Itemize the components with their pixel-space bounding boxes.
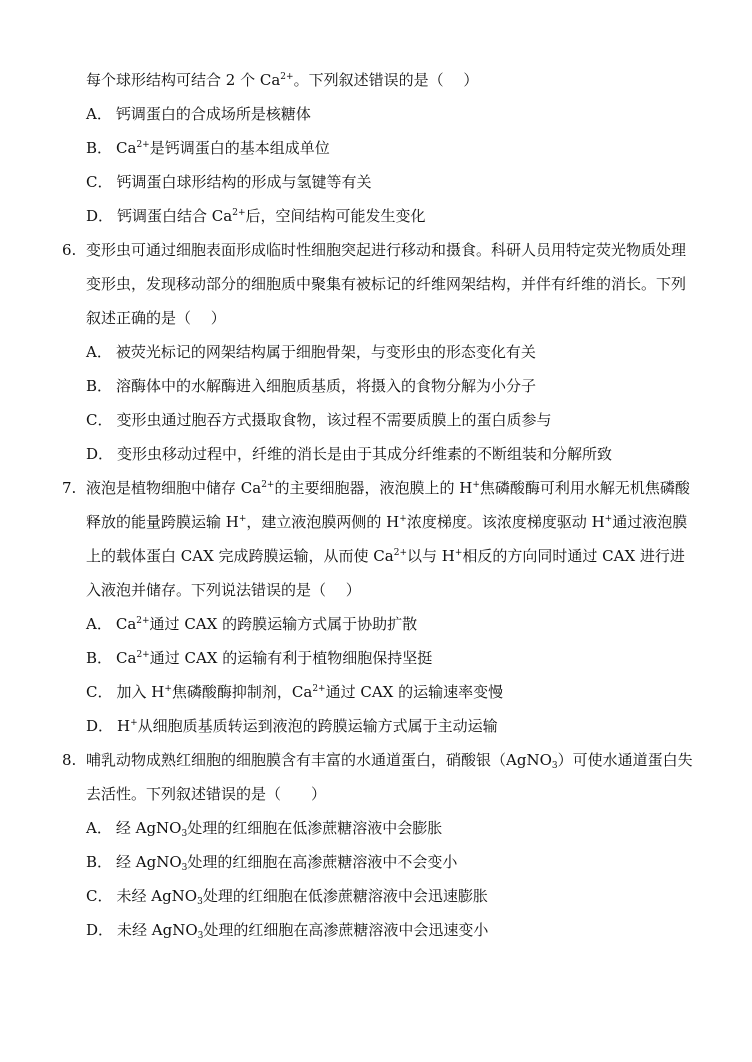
q8-number: 8. (62, 751, 77, 769)
q8-option-a[interactable]: A． 经 AgNO$_3$处理的红细胞在低渗蔗糖溶液中会膨胀 (86, 819, 443, 839)
q8-stem-line-1: 8. 哺乳动物成熟红细胞的细胞膜含有丰富的水通道蛋白，硝酸银（AgNO$_3$）可使水通道蛋白失 (0, 743, 752, 777)
q7-stem-line-3: 上的载体蛋白 CAX 完成跨膜运输，从而使 $Ca^{2+}$以与 H+相反的方向同时通过 CAX 进行进 (86, 547, 685, 565)
q7-option-d[interactable]: D． H+从细胞质基质转运到液泡的跨膜运输方式属于主动运输 (86, 717, 498, 735)
q7-option-b[interactable]: B． $Ca^{2+}$通过 CAX 的运输有利于植物细胞保持坚挺 (86, 649, 433, 667)
q6-stem-line-3: 叙述正确的是（ ） (86, 309, 226, 327)
q5-option-c[interactable]: C． 钙调蛋白球形结构的形成与氢键等有关 (86, 173, 372, 191)
q7-stem-line-1: 7. 液泡是植物细胞中储存 $Ca^{2+}$的主要细胞器，液泡膜上的 H+焦磷酸酶可利用水解无机焦磷酸 (0, 471, 752, 505)
q6-option-c[interactable]: C． 变形虫通过胞吞方式摄取食物，该过程不需要质膜上的蛋白质参与 (86, 411, 552, 429)
q8-stem-line-2: 去活性。下列叙述错误的是（ ） (86, 785, 327, 803)
q8-option-d[interactable]: D． 未经 AgNO$_3$处理的红细胞在高渗蔗糖溶液中会迅速变小 (86, 921, 489, 941)
q8-option-c[interactable]: C． 未经 AgNO$_3$处理的红细胞在低渗蔗糖溶液中会迅速膨胀 (86, 887, 488, 907)
q5-option-b[interactable]: B． $Ca^{2+}$是钙调蛋白的基本组成单位 (86, 139, 330, 157)
q6-option-a[interactable]: A． 被荧光标记的网架结构属于细胞骨架，与变形虫的形态变化有关 (86, 343, 536, 361)
q6-option-d[interactable]: D． 变形虫移动过程中，纤维的消长是由于其成分纤维素的不断组装和分解所致 (86, 445, 613, 463)
q6-option-b[interactable]: B． 溶酶体中的水解酶进入细胞质基质，将摄入的食物分解为小分子 (86, 377, 537, 395)
q8-option-b[interactable]: B． 经 AgNO$_3$处理的红细胞在高渗蔗糖溶液中不会变小 (86, 853, 458, 873)
q7-option-a[interactable]: A． $Ca^{2+}$通过 CAX 的跨膜运输方式属于协助扩散 (86, 615, 418, 633)
q6-number: 6. (62, 241, 77, 259)
q7-stem-line-2: 释放的能量跨膜运输 H+，建立液泡膜两侧的 H+浓度梯度。该浓度梯度驱动 H+通过液泡膜 (86, 513, 688, 531)
q7-stem-line-4: 入液泡并储存。下列说法错误的是（ ） (86, 581, 361, 599)
q5-option-d[interactable]: D． 钙调蛋白结合 $Ca^{2+}$后，空间结构可能发生变化 (86, 207, 426, 225)
q6-stem-line-1: 6. 变形虫可通过细胞表面形成临时性细胞突起进行移动和摄食。科研人员用特定荧光物质处理 (0, 233, 752, 267)
q6-stem-line-2: 变形虫，发现移动部分的细胞质中聚集有被标记的纤维网架结构，并伴有纤维的消长。下列 (86, 275, 687, 293)
q7-option-c[interactable]: C． 加入 H+焦磷酸酶抑制剂，$Ca^{2+}$通过 CAX 的运输速率变慢 (86, 683, 504, 701)
q5-option-a[interactable]: A． 钙调蛋白的合成场所是核糖体 (86, 105, 311, 123)
q7-number: 7. (62, 479, 77, 497)
q5-stem-line: 每个球形结构可结合 2 个 $Ca^{2+}$。下列叙述错误的是（ ） (86, 71, 479, 89)
